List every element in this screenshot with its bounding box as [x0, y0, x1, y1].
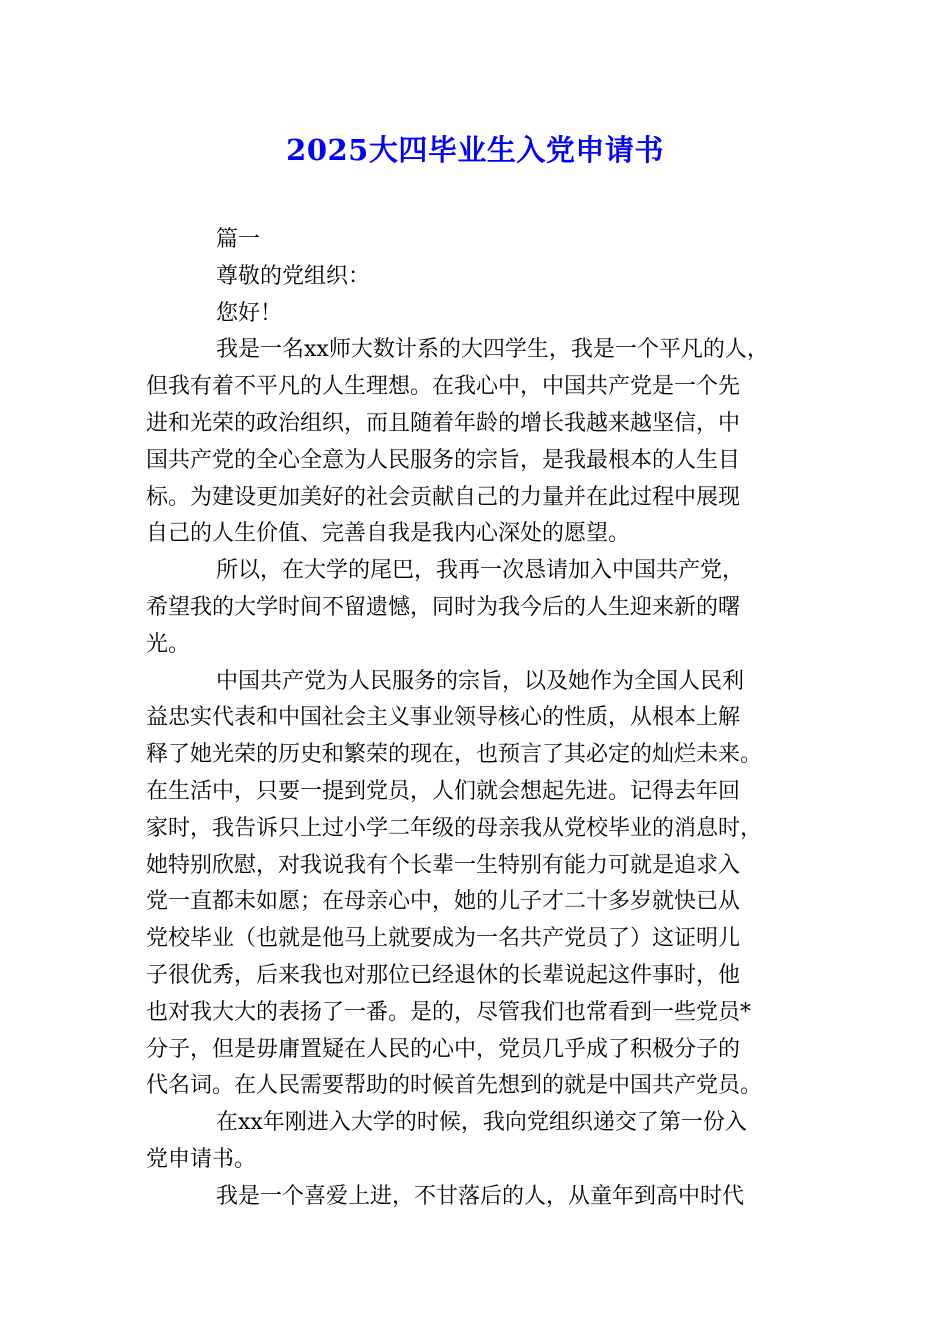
text-line: 党申请书。 — [146, 1146, 257, 1172]
text-line: 也对我大大的表扬了一番。是的，尽管我们也常看到一些党员* — [146, 999, 752, 1025]
text-line: 自己的人生价值、完善自我是我内心深处的愿望。 — [146, 521, 631, 547]
text-line: 尊敬的党组织： — [216, 263, 371, 289]
document-body — [146, 222, 806, 1216]
text-line: 党校毕业（也就是他马上就要成为一名共产党员了）这证明儿 — [146, 926, 741, 952]
text-line: 子很优秀，后来我也对那位已经退休的长辈说起这件事时，他 — [146, 962, 741, 988]
text-line: 标。为建设更加美好的社会贡献自己的力量并在此过程中展现 — [146, 484, 741, 510]
text-line: 释了她光荣的历史和繁荣的现在，也预言了其必定的灿烂未来。 — [146, 742, 763, 768]
text-line: 在生活中，只要一提到党员，人们就会想起先进。记得去年回 — [146, 778, 741, 804]
text-line: 分子，但是毋庸置疑在人民的心中，党员几乎成了积极分子的 — [146, 1036, 741, 1062]
text-line: 进和光荣的政治组织，而且随着年龄的增长我越来越坚信，中 — [146, 410, 741, 436]
text-line: 益忠实代表和中国社会主义事业领导核心的性质，从根本上解 — [146, 705, 741, 731]
text-line: 我是一名xx师大数计系的大四学生，我是一个平凡的人， — [216, 337, 769, 363]
text-line: 国共产党的全心全意为人民服务的宗旨，是我最根本的人生目 — [146, 447, 741, 473]
text-line: 党一直都未如愿；在母亲心中，她的儿子才二十多岁就快已从 — [146, 889, 741, 915]
text-line: 代名词。在人民需要帮助的时候首先想到的就是中国共产党员。 — [146, 1073, 763, 1099]
text-line: 篇一 — [216, 227, 261, 252]
text-line: 家时，我告诉只上过小学二年级的母亲我从党校毕业的消息时， — [146, 815, 763, 841]
text-line: 您好！ — [216, 300, 283, 326]
text-line: 希望我的大学时间不留遗憾，同时为我今后的人生迎来新的曙 — [146, 594, 741, 620]
text-line: 光。 — [146, 631, 191, 657]
text-line: 我是一个喜爱上进，不甘落后的人，从童年到高中时代 — [216, 1183, 745, 1209]
text-line: 但我有着不平凡的人生理想。在我心中，中国共产党是一个先 — [146, 374, 741, 400]
text-line: 所以，在大学的尾巴，我再一次恳请加入中国共产党， — [216, 558, 745, 584]
text-line: 中国共产党为人民服务的宗旨，以及她作为全国人民利 — [216, 668, 745, 694]
document-title: 2025大四毕业生入党申请书 — [286, 133, 664, 167]
text-line: 她特别欣慰，对我说我有个长辈一生特别有能力可就是追求入 — [146, 852, 741, 878]
text-line: 在xx年刚进入大学的时候，我向党组织递交了第一份入 — [216, 1110, 747, 1136]
